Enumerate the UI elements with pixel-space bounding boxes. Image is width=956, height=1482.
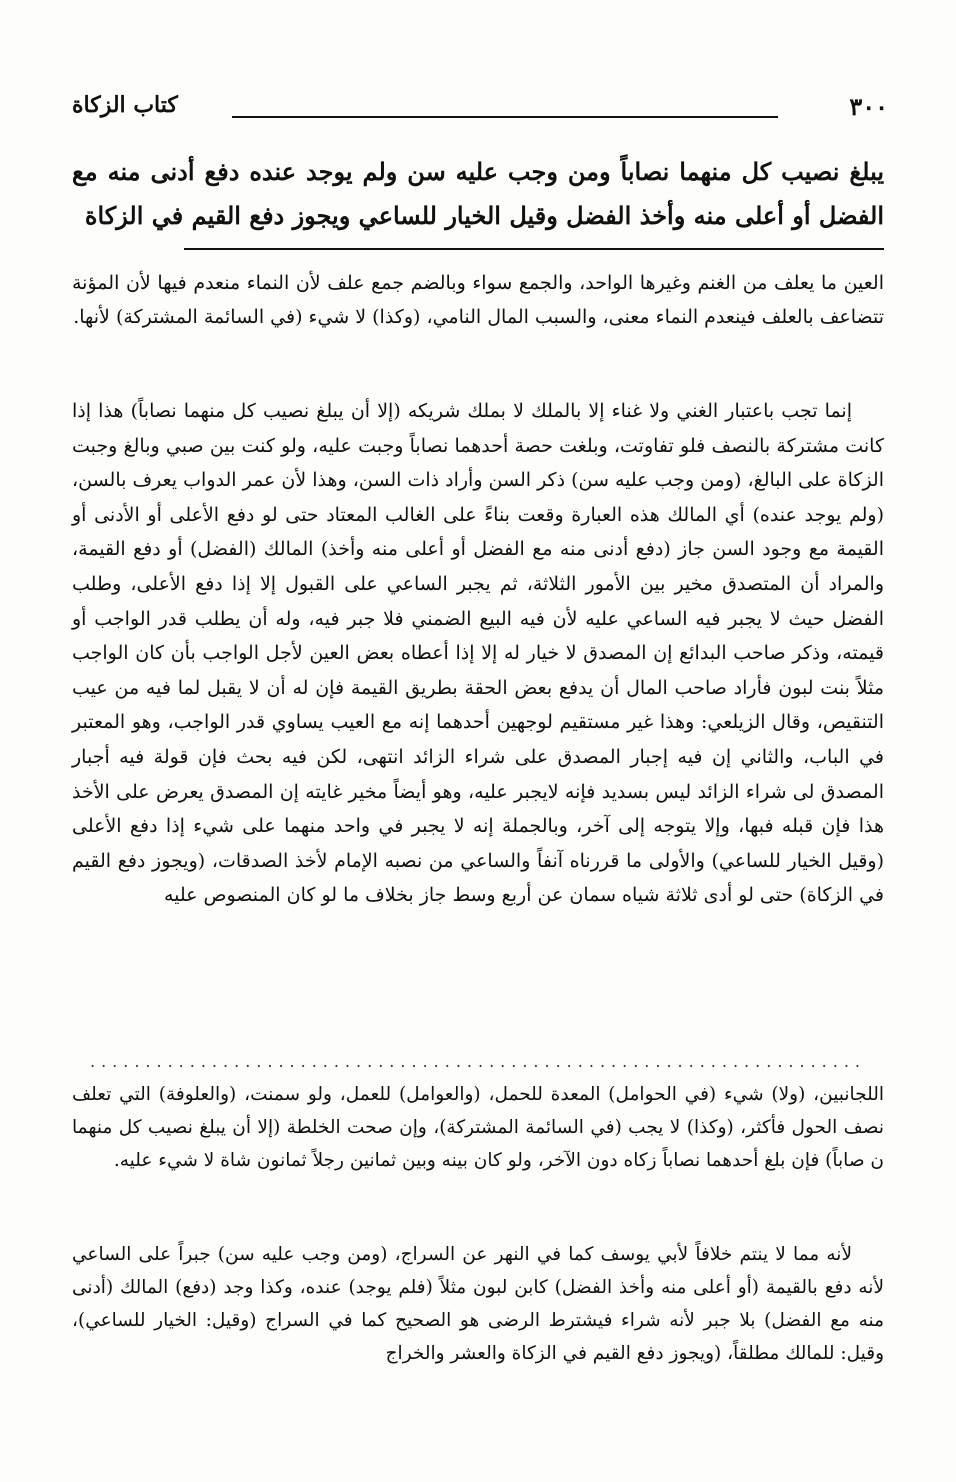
matn-separator	[184, 248, 884, 250]
page-header	[72, 90, 888, 130]
page-number: ٣٠٠	[849, 92, 888, 121]
matn-paragraph: يبلغ نصيب كل منهما نصاباً ومن وجب عليه سن ولم يوجد عنده دفع أدنى منه مع الفضل أو أعلى منه وأخذ الفضل وقيل الخيار للساعي ويجوز دفع القيم في الزكاة	[72, 157, 884, 230]
footnote-block-2	[72, 1238, 884, 1370]
book-title: كتاب الزكاة	[72, 92, 178, 118]
header-rule	[232, 116, 778, 118]
commentary-block-2	[72, 394, 884, 913]
commentary-paragraph-1: العين ما يعلف من الغنم وغيرها الواحد، والجمع سواء وبالضم جمع علف لأن النماء منعدم فيها لأن المؤنة تتضاعف بالعلف فينعدم النماء معنى، والسبب المال النامي، (وكذا) لا شيء (في السائمة المشتركة) لأنها.	[72, 272, 884, 328]
footnote-paragraph-1: اللجانبين، (ولا) شيء (في الحوامل) المعدة للحمل، (والعوامل) للعمل، ولو سمنت، (والعلوفة) التي تعلف نصف الحول فأكثر، (وكذا) لا يجب (في السائمة المشتركة)، وإن صحت الخلطة (إلا أن يبلغ نصيب كل منهما ن صاباً) فإن بلغ أحدهما نصاباً زكاه دون الآخر، ولو كان بينه وبين ثمانين رجلاً ثمانون شاة لا شيء عليه.	[72, 1084, 884, 1171]
footnote-block-1	[72, 1078, 884, 1177]
commentary-paragraph-2: إنما تجب باعتبار الغني ولا غناء إلا بالملك لا بملك شريكه (إلا أن يبلغ نصيب كل منهما نصاباً) هذا إذا كانت مشتركة بالنصف فلو تفاوتت، وبلغت حصة أحدهما نصاباً وجبت عليه، ولو كنت بين صبي وبالغ وجبت الزكاة على البالغ، (ومن وجب عليه سن) ذكر السن وأراد ذات السن، وهذا لأن عمر الدواب يعرف بالسن، (ولم يوجد عنده) أي المالك هذه العبارة وقعت بناءً على الغالب المعتاد حتى لو دفع الأعلى أو الأدنى أو القيمة مع وجود السن جاز (دفع أدنى منه مع الفضل أو أعلى منه وأخذ) المالك (الفضل) أو دفع القيمة، والمراد أن المتصدق مخير بين الأمور الثلاثة، ثم يجبر الساعي على القبول إلا إذا دفع الأعلى، وطلب الفضل حيث لا يجبر فيه الساعي عليه لأن فيه البيع الضمني فلا جبر فيه، وله أن يطلب قدر الواجب أو قيمته، وذكر صاحب البدائع إن المصدق لا خيار له إلا إذا أعطاه بعض العين لأجل الواجب بأن كان الواجب مثلاً بنت لبون فأراد صاحب المال أن يدفع بعض الحقة بطريق القيمة فإن له أن لا يقبل لما فيه من عيب التنقيص، وقال الزيلعي: وهذا غير مستقيم لوجهين أحدهما إنه مع العيب يساوي قدر الواجب، وهو المعتبر في الباب، والثاني إن فيه إجبار المصدق على شراء الزائد انتهى، لكن فيه بحث فإن قولة فيه أجبار المصدق لى شراء الزائد ليس بسديد فإنه لايجبر عليه، وهو أيضاً مخير غايته إن المصدق يعرض على الأخذ هذا فإن قبله فبها، وإلا يتوجه إلى آخر، وبالجملة إنه لا يجبر في واحد منهما على شيء إذا دفع الأعلى (وقيل الخيار للساعي) والأولى ما قررناه آنفاً والساعي من نصبه الإمام لأخذ الصدقات، (ويجوز دفع القيم في الزكاة) حتى لو أدى ثلاثة شياه سمان عن أربع وسط جاز بخلاف ما لو كان المنصوص عليه	[72, 400, 884, 907]
footnote-paragraph-2: لأنه مما لا ينتم خلافاً لأبي يوسف كما في النهر عن السراج، (ومن وجب عليه سن) جبراً على الساعي لأنه دفع بالقيمة (أو أعلى منه وأخذ الفضل) كابن لبون مثلاً (فلم يوجد) عنده، وكذا وجد (دفع) المالك (أدنى منه مع الفضل) بلا جبر لأنه شراء فيشترط الرضى هو الصحيح كما في السراج (وقيل: الخيار للساعي)، وقيل: للمالك مطلقاً، (ويجوز دفع القيم في الزكاة والعشر والخراج	[72, 1244, 884, 1364]
footnote-separator: ......................................................................	[89, 1052, 866, 1071]
commentary-block-1	[72, 266, 884, 334]
matn-text	[72, 150, 884, 238]
